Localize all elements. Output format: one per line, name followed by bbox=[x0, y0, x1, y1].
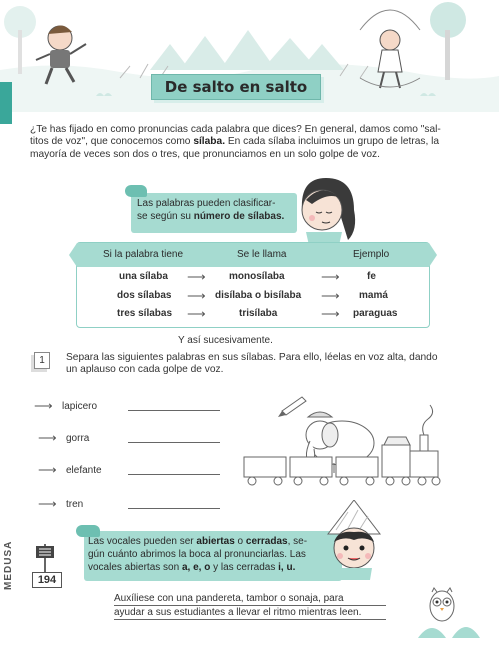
table-cell-example: paraguas bbox=[353, 308, 398, 319]
tip2-keyword-cerradas: cerradas bbox=[245, 536, 288, 547]
arrow-right-icon: ⟶ bbox=[321, 306, 340, 321]
tip2-text: vocales abiertas son bbox=[88, 562, 182, 574]
exercise-line-2: un aplauso con cada golpe de voz. bbox=[66, 364, 224, 376]
tip2-line-2: gún cuánto abrimos la boca al pronunciarlas. Las bbox=[88, 549, 306, 561]
tip2-text: o bbox=[234, 536, 246, 547]
ribbon-curl bbox=[125, 185, 147, 197]
table-cell-name: trisílaba bbox=[239, 308, 278, 319]
arrow-right-icon: ⟶ bbox=[187, 306, 206, 321]
tip2-text: y las cerradas bbox=[210, 562, 279, 574]
owl-icon bbox=[412, 578, 482, 638]
table-header-row bbox=[77, 243, 429, 267]
chapter-side-tab bbox=[0, 82, 12, 124]
table-cell-example: mamá bbox=[359, 290, 388, 301]
title-banner bbox=[151, 74, 321, 100]
tip-ribbon-vowels bbox=[76, 525, 342, 581]
intro-keyword-silaba: sílaba. bbox=[193, 136, 226, 148]
boy-paper-hat-illustration bbox=[318, 500, 388, 580]
girl-thinking-illustration bbox=[282, 170, 362, 250]
arrow-right-icon: ⟶ bbox=[38, 430, 57, 445]
answer-line[interactable] bbox=[128, 474, 220, 475]
exercise-word: gorra bbox=[66, 433, 90, 444]
table-header: Si la palabra tiene bbox=[103, 249, 184, 260]
tip2-text: , se- bbox=[287, 536, 308, 547]
intro-line-1: ¿Te has fijado en como pronuncias cada palabra que dices? En general, damos como "sal- bbox=[30, 124, 441, 135]
arrow-right-icon: ⟶ bbox=[187, 288, 206, 303]
ribbon-text bbox=[88, 535, 338, 575]
word-row bbox=[38, 462, 238, 478]
exercise-instructions bbox=[66, 352, 456, 377]
arrow-right-icon: ⟶ bbox=[321, 269, 340, 284]
word-row bbox=[38, 430, 238, 446]
arrow-right-icon: ⟶ bbox=[38, 496, 57, 511]
table-cell-name: monosílaba bbox=[229, 271, 285, 282]
exercise-word: elefante bbox=[66, 465, 102, 476]
table-row bbox=[77, 288, 429, 306]
teacher-note-line-2: ayudar a sus estudiantes a llevar el ritmo mientras leen. bbox=[114, 606, 386, 620]
tip1-line-1: Las palabras pueden clasificar- bbox=[137, 198, 276, 209]
exercise-line-1: Separa las siguientes palabras en sus sílabas. Para ello, léelas en voz alta, dando bbox=[66, 352, 438, 363]
word-row bbox=[34, 398, 234, 414]
intro-line-2c: En cada sílaba incluimos un grupo de letras, la bbox=[225, 136, 440, 148]
table-row bbox=[77, 269, 429, 287]
page-title: De salto en salto bbox=[164, 78, 308, 96]
signpost-icon bbox=[34, 540, 56, 572]
answer-line[interactable] bbox=[128, 442, 220, 443]
tip-ribbon-classification bbox=[125, 185, 297, 233]
word-row bbox=[38, 496, 238, 512]
page-number: 194 bbox=[32, 572, 62, 588]
publisher-name: MEDUSA bbox=[3, 540, 14, 590]
train-elephant-illustration bbox=[238, 395, 448, 495]
table-row bbox=[77, 306, 429, 324]
intro-paragraph bbox=[30, 124, 478, 161]
intro-line-2a: titos de voz", que conocemos como bbox=[30, 136, 194, 148]
tip2-keyword-open-vowels: a, e, o bbox=[181, 562, 211, 574]
arrow-right-icon: ⟶ bbox=[187, 269, 206, 284]
tip2-keyword-abiertas: abiertas bbox=[196, 536, 235, 547]
table-cell-example: fe bbox=[367, 271, 376, 282]
tip1-keyword: número de sílabas. bbox=[193, 211, 285, 222]
tip2-text: Las vocales pueden ser bbox=[88, 536, 197, 547]
answer-line[interactable] bbox=[128, 410, 220, 411]
syllable-table bbox=[76, 242, 430, 328]
teacher-note-line-1: Auxíliese con una pandereta, tambor o sonaja, para bbox=[114, 592, 386, 606]
ribbon-text bbox=[137, 197, 284, 223]
arrow-right-icon: ⟶ bbox=[34, 398, 53, 413]
publisher-logo bbox=[3, 530, 17, 600]
y-asi-text: Y así sucesivamente. bbox=[178, 335, 273, 346]
exercise-number: 1 bbox=[34, 352, 50, 369]
table-cell-count: una sílaba bbox=[119, 271, 168, 282]
table-cell-count: tres sílabas bbox=[117, 308, 173, 319]
tip1-line-2a: se según su bbox=[137, 211, 194, 222]
answer-line[interactable] bbox=[128, 508, 220, 509]
pencil-icon bbox=[278, 397, 306, 417]
table-cell-name: disílaba o bisílaba bbox=[215, 290, 302, 301]
table-cell-count: dos sílabas bbox=[117, 290, 172, 301]
arrow-right-icon: ⟶ bbox=[321, 288, 340, 303]
exercise-word: lapicero bbox=[62, 401, 98, 412]
intro-line-3: mayoría de veces son dos o tres, que pronunciamos en un solo golpe de voz. bbox=[30, 148, 380, 160]
tip2-keyword-closed-vowels: i, u. bbox=[278, 562, 296, 574]
teacher-note bbox=[114, 592, 386, 620]
table-header: Ejemplo bbox=[353, 249, 390, 260]
table-header: Se le llama bbox=[237, 249, 287, 260]
exercise-word: tren bbox=[66, 499, 84, 510]
arrow-right-icon: ⟶ bbox=[38, 462, 57, 477]
